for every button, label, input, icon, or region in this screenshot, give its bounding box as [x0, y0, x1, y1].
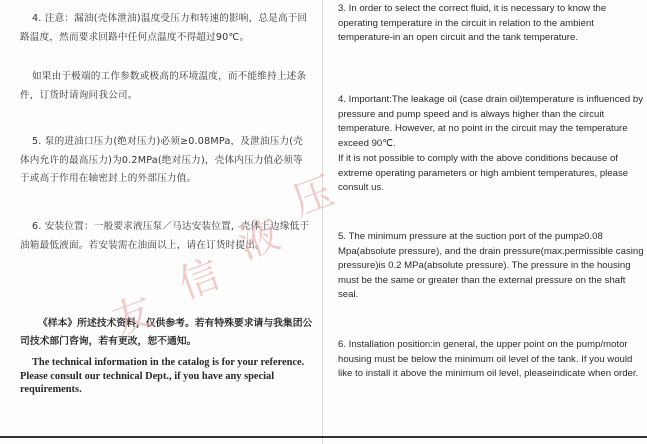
disclaimer-cn: 《样本》所述技术资料，仅供参考。若有特殊要求请与我集团公司技术部门咨询，若有更改，恕不通知。	[20, 318, 313, 347]
watermark-char-2: 信	[172, 251, 226, 309]
column-divider	[322, 0, 323, 444]
watermark-char-4: 压	[286, 168, 340, 226]
watermark-char-1: 友	[106, 288, 160, 346]
en-item-3: 3. In order to select the correct fluid, it is necessary to know the operating temperature in the circuit in relation to the ambient temperature-in an open circuit and the tank temperature.	[338, 3, 607, 43]
disclaimer-en: The technical information in the catalog is for your reference. Please consult our technical Dept., if you have any special requirements.	[20, 357, 305, 395]
en-item-4: 4. Important:The leakage oil (case drain oil)temperature is influenced by pressure and pump speed and is always higher than the circuit temperature. However, at no point in the circuit may the temperature exceed 90℃.	[338, 94, 644, 149]
en-item-6: 6. Installation position:in general, the upper point on the pump/motor housing must be below the minimum oil level of the tank. If you would like to install it above the minimum oil level, pleaseindicate when order.	[338, 339, 639, 379]
cn-item-4: 4. 注意：漏油(壳体泄油)温度受压力和转速的影响，总是高于回路温度，然而要求回路中任何点温度不得超过90℃。	[20, 13, 308, 43]
cn-item-6: 6. 安装位置：一般要求液压泵／马达安装位置，壳体上边缘低于油箱最低液面。若安装需在油面以上，请在订货时提出。	[20, 221, 310, 251]
cn-item-4-note: 如果由于极端的工作参数或极高的环境温度，而不能维持上述条件，订货时请询问我公司。	[20, 71, 307, 101]
en-item-4-note: If it is not possible to comply with the above conditions because of extreme operating parameters or high ambient temperatures, please consult us.	[338, 153, 629, 193]
bottom-border	[0, 436, 647, 438]
cn-item-5: 5. 泵的进油口压力(绝对压力)必须≥0.08MPa，及泄油压力(壳体内允许的最高压力)为0.2MPa(绝对压力)，壳体内压力值必须等于或高于作用在轴密封上的外部压力值。	[20, 136, 304, 184]
en-item-5: 5. The minimum pressure at the suction port of the pump≥0.08 Mpa(absolute pressure), and the drain pressure(max.permissible casing pressure)is 0.2 MPa(absolute pressure). The pressure in the housing must be the same or greater than the external pressure on the shaft seal.	[338, 231, 644, 300]
watermark-char-3: 液	[232, 211, 286, 269]
english-column	[326, 0, 647, 444]
